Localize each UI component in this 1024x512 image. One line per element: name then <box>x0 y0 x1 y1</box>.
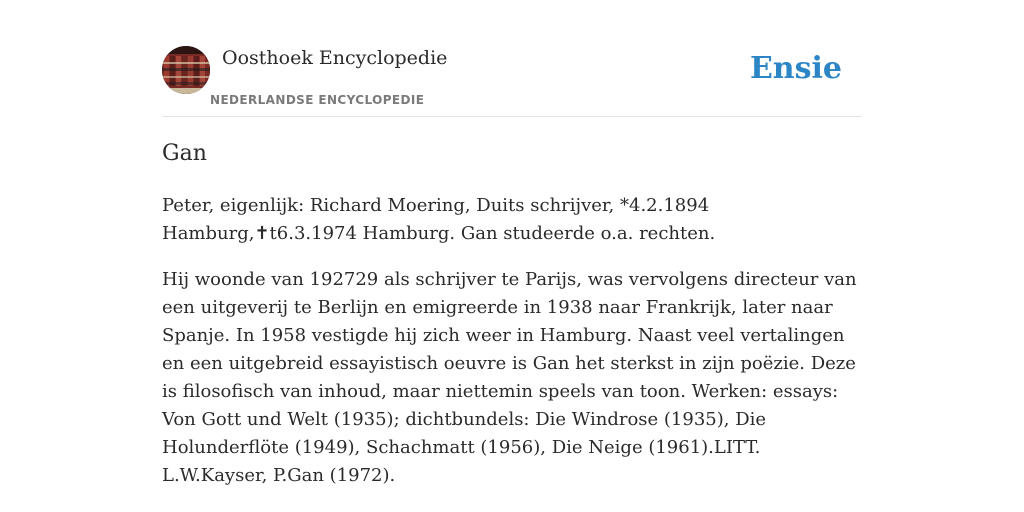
article-paragraph-2: Hij woonde van 192729 als schrijver te Parijs, was vervolgens directeur van een uitgeverij te Berlijn en emigreerde in 1938 naar Frankrijk, later naar Spanje. In 1958 vestigde hij zich weer in Hamburg. Naast veel vertalingen en een uitgebreid essayistisch oeuvre is Gan het sterkst in zijn poëzie. Deze is filosofisch van inhoud, maar niettemin speels van toon. Werken: essays: Von Gott und Welt (1935); dichtbundels: Die Windrose (1935), Die Holunderflöte (1949), Schachmatt (1956), Die Neige (1961).LITT. L.W.Kayser, P.Gan (1972). <box>162 269 857 486</box>
site-header <box>162 46 862 117</box>
site-name[interactable]: Oosthoek Encyclopedie <box>222 47 448 69</box>
ensie-logo-link[interactable]: Ensie <box>749 51 842 86</box>
site-subtitle: NEDERLANDSE ENCYCLOPEDIE <box>210 93 425 107</box>
encyclopedia-books-icon[interactable] <box>162 46 210 94</box>
article-content <box>162 192 862 508</box>
article-paragraph-1: Peter, eigenlijk: Richard Moering, Duits schrijver, *4.2.1894 Hamburg,✝t6.3.1974 Hamburg. Gan studeerde o.a. rechten. <box>162 195 716 244</box>
article-title: Gan <box>162 141 207 166</box>
